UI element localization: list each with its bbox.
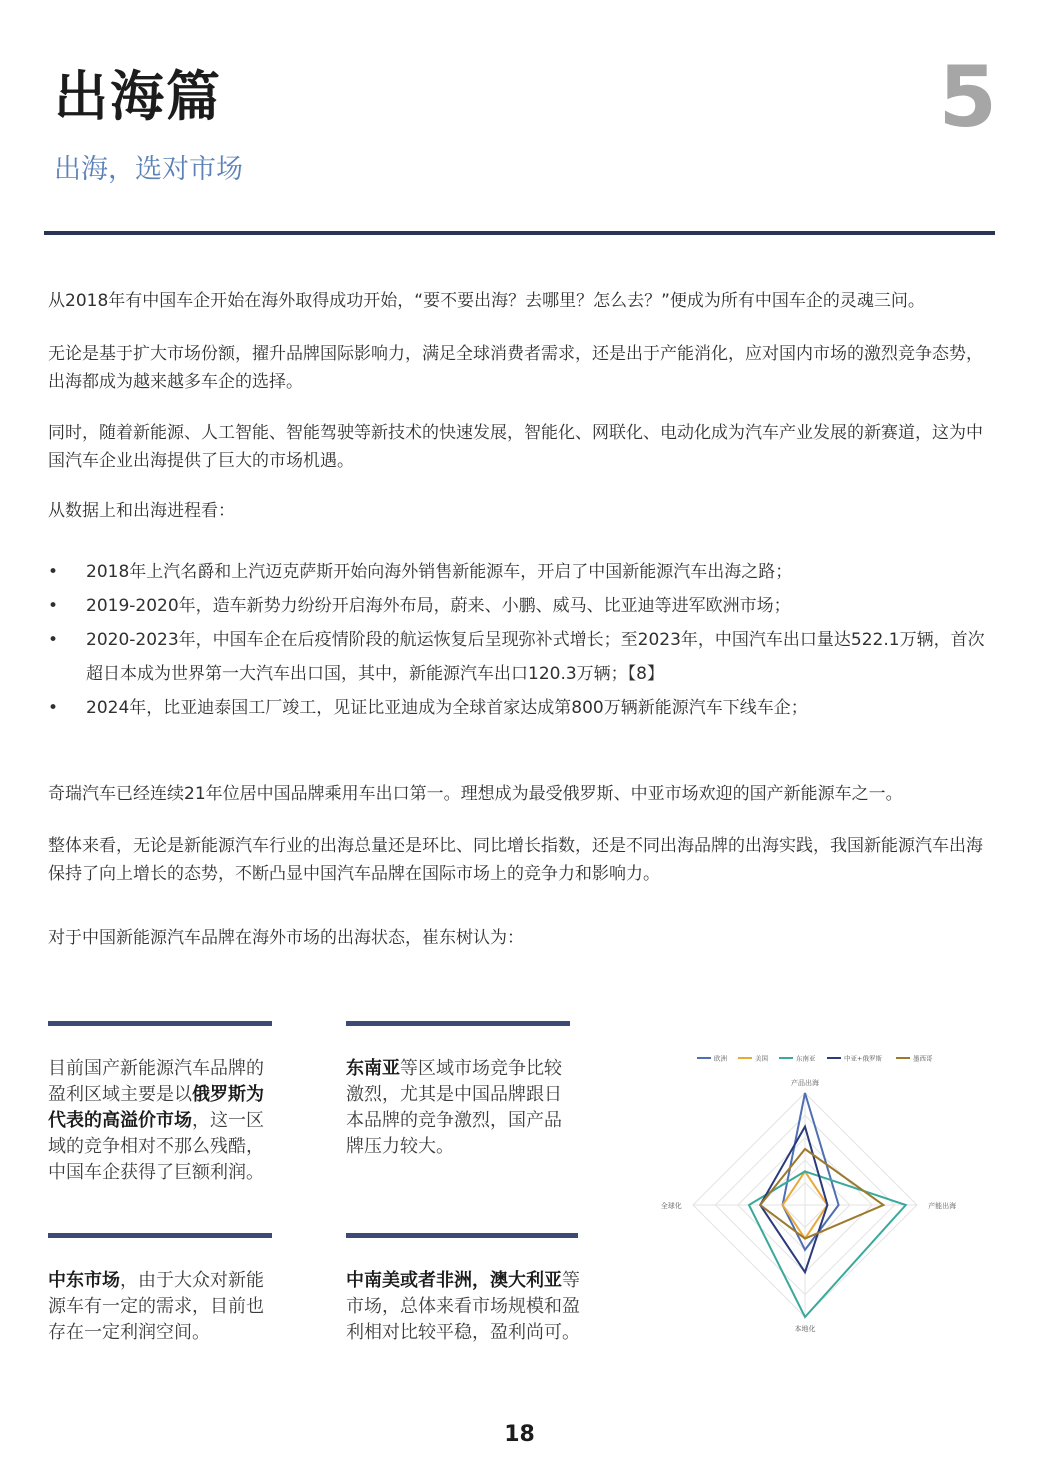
- radar-axis-label: 本地化: [794, 1325, 816, 1334]
- legend-label: 墨西哥: [913, 1054, 933, 1063]
- paragraph-5: 奇瑞汽车已经连续21年位居中国品牌乘用车出口第一。理想成为最受俄罗斯、中亚市场欢迎的国产新能源车之一。: [48, 784, 903, 804]
- list-item: [48, 691, 998, 725]
- card-text: 目前国产新能源汽车品牌的盈利区域主要是以: [48, 1058, 264, 1105]
- list-item-text: 2018年上汽名爵和上汽迈克萨斯开始向海外销售新能源车，开启了中国新能源汽车出海之路；: [86, 562, 793, 582]
- card-russia: [48, 1056, 280, 1186]
- paragraph-4: 从数据上和出海进程看：: [48, 501, 235, 521]
- radar-series-墨西哥: [760, 1149, 883, 1239]
- page-number: 18: [504, 1422, 535, 1447]
- card-southeast-asia: [346, 1056, 572, 1160]
- market-radar-chart: [655, 1045, 965, 1345]
- card-latam-africa-australia: [346, 1268, 584, 1346]
- page-title: 出海篇: [54, 65, 222, 128]
- list-item-text: 2020-2023年，中国车企在后疫情阶段的航运恢复后呈现弥补式增长；至2023年，中国汽车出口量达522.1万辆，首次超日本成为世界第一大汽车出口国，其中，新能源汽车出口120.3万辆；【8】: [86, 630, 985, 684]
- card-divider: [48, 1233, 272, 1238]
- bullet-marker: •: [48, 596, 59, 616]
- radar-axis-label: 产品出海: [791, 1078, 819, 1087]
- paragraph-1: 从2018年有中国车企开始在海外取得成功开始，“要不要出海？去哪里？怎么去？”便成为所有中国车企的灵魂三问。: [48, 291, 925, 311]
- card-highlight: 中南美或者非洲，澳大利亚: [346, 1270, 562, 1291]
- paragraph-2: 无论是基于扩大市场份额，擢升品牌国际影响力，满足全球消费者需求，还是出于产能消化，应对国内市场的激烈竞争态势，出海都成为越来越多车企的选择。: [48, 344, 983, 392]
- radar-axis-label: 全球化: [660, 1202, 682, 1210]
- card-divider: [346, 1233, 578, 1238]
- card-text: ，这一区域的竞争相对不那么残酷，中国车企获得了巨额利润。: [48, 1110, 264, 1183]
- card-highlight: 中东市场: [48, 1270, 120, 1291]
- list-item: [48, 589, 998, 623]
- section-subtitle: 出海，选对市场: [54, 154, 243, 185]
- card-text: 等区域市场竞争比较激烈，尤其是中国品牌跟日本品牌的竞争激烈，国产品牌压力较大。: [346, 1058, 562, 1157]
- card-middle-east: [48, 1268, 276, 1346]
- list-item-text: 2019-2020年，造车新势力纷纷开启海外布局，蔚来、小鹏、威马、比亚迪等进军欧洲市场；: [86, 596, 791, 616]
- paragraph-3: 同时，随着新能源、人工智能、智能驾驶等新技术的快速发展，智能化、网联化、电动化成为汽车产业发展的新赛道，这为中国汽车企业出海提供了巨大的市场机遇。: [48, 423, 983, 471]
- card-divider: [346, 1021, 570, 1026]
- legend-label: 东南亚: [796, 1054, 816, 1063]
- card-highlight: 东南亚: [346, 1058, 400, 1079]
- list-item-text: 2024年，比亚迪泰国工厂竣工，见证比亚迪成为全球首家达成第800万辆新能源汽车下线车企；: [86, 698, 808, 718]
- header-divider: [44, 231, 995, 235]
- legend-label: 中亚+俄罗斯: [844, 1054, 882, 1063]
- card-text: ，由于大众对新能源车有一定的需求，目前也存在一定利润空间。: [48, 1270, 264, 1343]
- list-item: [48, 555, 998, 589]
- bullet-marker: •: [48, 630, 59, 650]
- bullet-marker: •: [48, 562, 59, 582]
- paragraph-6: 整体来看，无论是新能源汽车行业的出海总量还是环比、同比增长指数，还是不同出海品牌的出海实践，我国新能源汽车出海保持了向上增长的态势，不断凸显中国汽车品牌在国际市场上的竞争力和影响力。: [48, 836, 983, 884]
- legend-label: 美国: [755, 1054, 768, 1063]
- chapter-number: 5: [938, 48, 997, 146]
- bullet-marker: •: [48, 698, 59, 718]
- card-divider: [48, 1021, 272, 1026]
- radar-series-欧洲: [783, 1093, 839, 1250]
- list-item: [48, 623, 998, 691]
- paragraph-7: 对于中国新能源汽车品牌在海外市场的出海状态，崔东树认为：: [48, 928, 524, 948]
- card-highlight: 俄罗斯为代表的高溢价市场: [48, 1084, 264, 1131]
- milestone-list: [48, 555, 998, 725]
- card-text: 等市场，总体来看市场规模和盈利相对比较平稳，盈利尚可。: [346, 1270, 580, 1343]
- legend-label: 欧洲: [714, 1054, 727, 1063]
- radar-axis-label: 产能出海: [928, 1202, 957, 1210]
